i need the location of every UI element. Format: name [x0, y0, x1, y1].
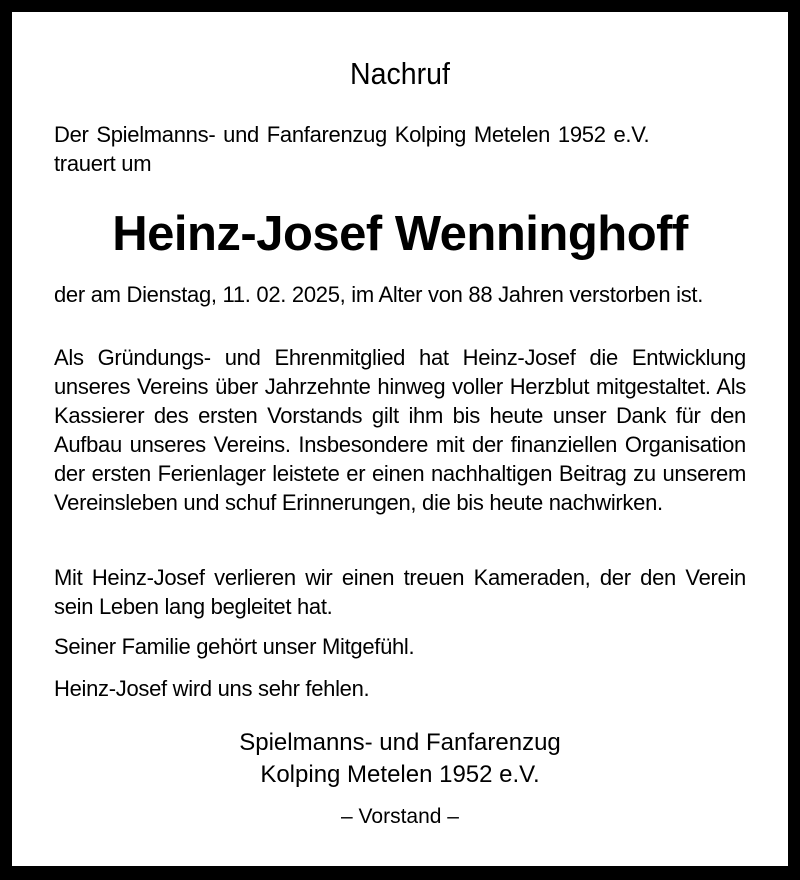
- heading: Nachruf: [350, 56, 450, 91]
- intro: [54, 120, 754, 178]
- signature-line-1: Spielmanns- und Fanfarenzug: [239, 729, 561, 756]
- intro-line-2: trauert um: [54, 151, 152, 176]
- paragraph-condolence: Seiner Familie gehört unser Mitgefühl.: [54, 634, 415, 659]
- signature-line-3: – Vorstand –: [341, 805, 459, 828]
- deceased-name: Heinz-Josef Wenninghoff: [112, 207, 688, 261]
- death-info: der am Dienstag, 11. 02. 2025, im Alter von 88 Jahren verstorben ist.: [54, 282, 704, 307]
- paragraph-tribute: Als Gründungs- und Ehrenmitglied hat Heinz-Josef die Entwicklung unseres Vereins über Jahrzehnte hinweg voller Herzblut mitgestaltet. Als Kassierer des ersten Vorstands gilt ihm bis heute unser Dank für den Aufbau unseres Vereins. Insbesondere mit der finanziellen Organisation der ersten Ferienlager leistete er einen nachhaltigen Beitrag zu unserem Vereinsleben und schuf Erinnerungen, die bis heute nachwirken.: [54, 345, 746, 515]
- obituary-notice: [12, 12, 788, 866]
- signature-line-2: Kolping Metelen 1952 e.V.: [260, 761, 540, 788]
- intro-line-1: Der Spielmanns- und Fanfarenzug Kolping Metelen 1952 e.V.: [54, 122, 650, 147]
- paragraph-comrade: Mit Heinz-Josef verlieren wir einen treuen Kameraden, der den Verein sein Leben lang begleitet hat.: [54, 565, 746, 619]
- paragraph-farewell: Heinz-Josef wird uns sehr fehlen.: [54, 676, 370, 701]
